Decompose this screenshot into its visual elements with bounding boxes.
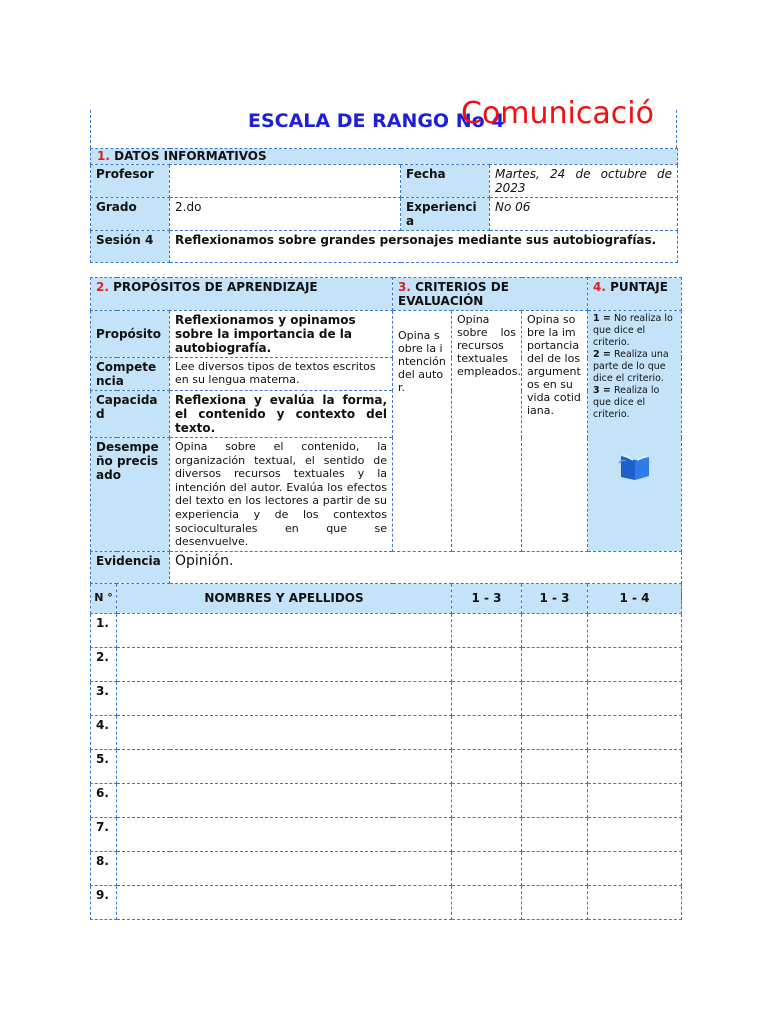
row-number: 3.	[91, 681, 117, 715]
row-number: 9.	[91, 885, 117, 919]
page-title: ESCALA DE RANGO No 4	[248, 110, 505, 132]
student-name-cell[interactable]	[117, 749, 452, 783]
row-number: 1.	[91, 613, 117, 647]
score-cell[interactable]	[588, 885, 682, 919]
criterio-3: Opina sobre la importancia del de los argumentos en su vida cotidiana.	[522, 311, 588, 552]
evidencia-label: Evidencia	[91, 551, 170, 583]
capacidad-label: Capacidad	[91, 391, 170, 438]
table-row	[91, 715, 682, 749]
fecha-label: Fecha	[401, 165, 490, 198]
score-cell[interactable]	[588, 749, 682, 783]
experiencia-value: No 06	[490, 198, 678, 231]
col-header-c3: 1 - 4	[588, 583, 682, 613]
score-cell[interactable]	[522, 681, 588, 715]
row-number: 5.	[91, 749, 117, 783]
competencia-label: Competencia	[91, 358, 170, 391]
criterio-1: Opina sobre la intención del autor.	[393, 311, 452, 552]
score-cell[interactable]	[588, 783, 682, 817]
score-cell[interactable]	[452, 817, 522, 851]
capacidad-value: Reflexiona y evalúa la forma, el contenido y contexto del texto.	[170, 391, 393, 438]
desempeno-value: Opina sobre el contenido, la organización textual, el sentido de diversos recursos textuales y la intención del autor. Evalúa los efectos del texto en los lectores a partir de su experiencia y de los contextos socioculturales en que se desenvuelve.	[170, 438, 393, 552]
score-cell[interactable]	[452, 613, 522, 647]
score-cell[interactable]	[588, 817, 682, 851]
puntaje-scale	[588, 311, 682, 552]
score-cell[interactable]	[522, 613, 588, 647]
row-number: 8.	[91, 851, 117, 885]
row-number: 7.	[91, 817, 117, 851]
grado-label: Grado	[91, 198, 170, 231]
score-cell[interactable]	[522, 885, 588, 919]
score-cell[interactable]	[452, 715, 522, 749]
grado-value: 2.do	[170, 198, 401, 231]
section-heading: DATOS INFORMATIVOS	[114, 149, 267, 163]
scale-item: 2 = Realiza una parte de lo que dice el criterio.	[593, 349, 669, 384]
profesor-value	[170, 165, 401, 198]
student-name-cell[interactable]	[117, 681, 452, 715]
section-number: 2.	[96, 280, 109, 294]
score-cell[interactable]	[588, 681, 682, 715]
score-cell[interactable]	[452, 749, 522, 783]
section-heading: PUNTAJE	[610, 280, 668, 294]
score-cell[interactable]	[522, 715, 588, 749]
table-row	[91, 885, 682, 919]
scale-item: 3 = Realiza lo que dice el criterio.	[593, 385, 660, 420]
evaluation-header-row	[91, 583, 682, 613]
section-number: 3.	[398, 280, 411, 294]
col-header-c1: 1 - 3	[452, 583, 522, 613]
evidencia-value: Opinión.	[170, 551, 682, 583]
border-right-top	[676, 110, 677, 148]
score-cell[interactable]	[452, 851, 522, 885]
section-number: 1.	[97, 149, 110, 163]
score-cell[interactable]	[522, 749, 588, 783]
score-cell[interactable]	[452, 647, 522, 681]
puntaje-header	[588, 278, 682, 311]
section-number: 4.	[593, 280, 606, 294]
proposito-value: Reflexionamos y opinamos sobre la importancia de la autobiografía.	[170, 311, 393, 358]
subject-overlay-text: Comunicació	[461, 96, 654, 131]
student-name-cell[interactable]	[117, 817, 452, 851]
student-name-cell[interactable]	[117, 715, 452, 749]
table-row	[91, 749, 682, 783]
table-row	[91, 851, 682, 885]
propositos-header	[91, 278, 393, 311]
fecha-value: Martes, 24 de octubre de 2023	[490, 165, 678, 198]
proposito-label: Propósito	[91, 311, 170, 358]
experiencia-label: Experiencia	[401, 198, 490, 231]
score-cell[interactable]	[452, 681, 522, 715]
student-name-cell[interactable]	[117, 647, 452, 681]
score-cell[interactable]	[522, 783, 588, 817]
score-cell[interactable]	[588, 851, 682, 885]
student-name-cell[interactable]	[117, 885, 452, 919]
section-heading: CRITERIOS DE EVALUACIÓN	[398, 280, 509, 308]
table-row	[91, 681, 682, 715]
score-cell[interactable]	[452, 885, 522, 919]
row-number: 4.	[91, 715, 117, 749]
score-cell[interactable]	[588, 647, 682, 681]
col-header-num: N °	[91, 583, 117, 613]
criterio-2: Opina sobre los recursos textuales empleados.	[452, 311, 522, 552]
table-row	[91, 817, 682, 851]
sesion-label: Sesión 4	[91, 231, 170, 263]
section-heading: PROPÓSITOS DE APRENDIZAJE	[113, 280, 318, 294]
score-cell[interactable]	[522, 647, 588, 681]
desempeno-label: Desempeño precisado	[91, 438, 170, 552]
criterios-header	[393, 278, 588, 311]
score-cell[interactable]	[522, 851, 588, 885]
score-cell[interactable]	[522, 817, 588, 851]
open-book-icon	[617, 451, 653, 481]
student-name-cell[interactable]	[117, 783, 452, 817]
profesor-label: Profesor	[91, 165, 170, 198]
score-cell[interactable]	[452, 783, 522, 817]
student-name-cell[interactable]	[117, 851, 452, 885]
table-row	[91, 783, 682, 817]
sesion-value: Reflexionamos sobre grandes personajes mediante sus autobiografías.	[170, 231, 678, 263]
score-cell[interactable]	[588, 613, 682, 647]
student-name-cell[interactable]	[117, 613, 452, 647]
propositos-table	[90, 277, 682, 920]
row-number: 6.	[91, 783, 117, 817]
col-header-names: NOMBRES Y APELLIDOS	[117, 583, 452, 613]
table-row	[91, 613, 682, 647]
datos-informativos-table	[90, 148, 678, 263]
col-header-c2: 1 - 3	[522, 583, 588, 613]
scale-item: 1 = No realiza lo que dice el criterio.	[593, 313, 673, 348]
border-left-top	[90, 110, 91, 148]
score-cell[interactable]	[588, 715, 682, 749]
competencia-value: Lee diversos tipos de textos escritos en su lengua materna.	[170, 358, 393, 391]
row-number: 2.	[91, 647, 117, 681]
table-row	[91, 647, 682, 681]
datos-header	[91, 149, 678, 165]
